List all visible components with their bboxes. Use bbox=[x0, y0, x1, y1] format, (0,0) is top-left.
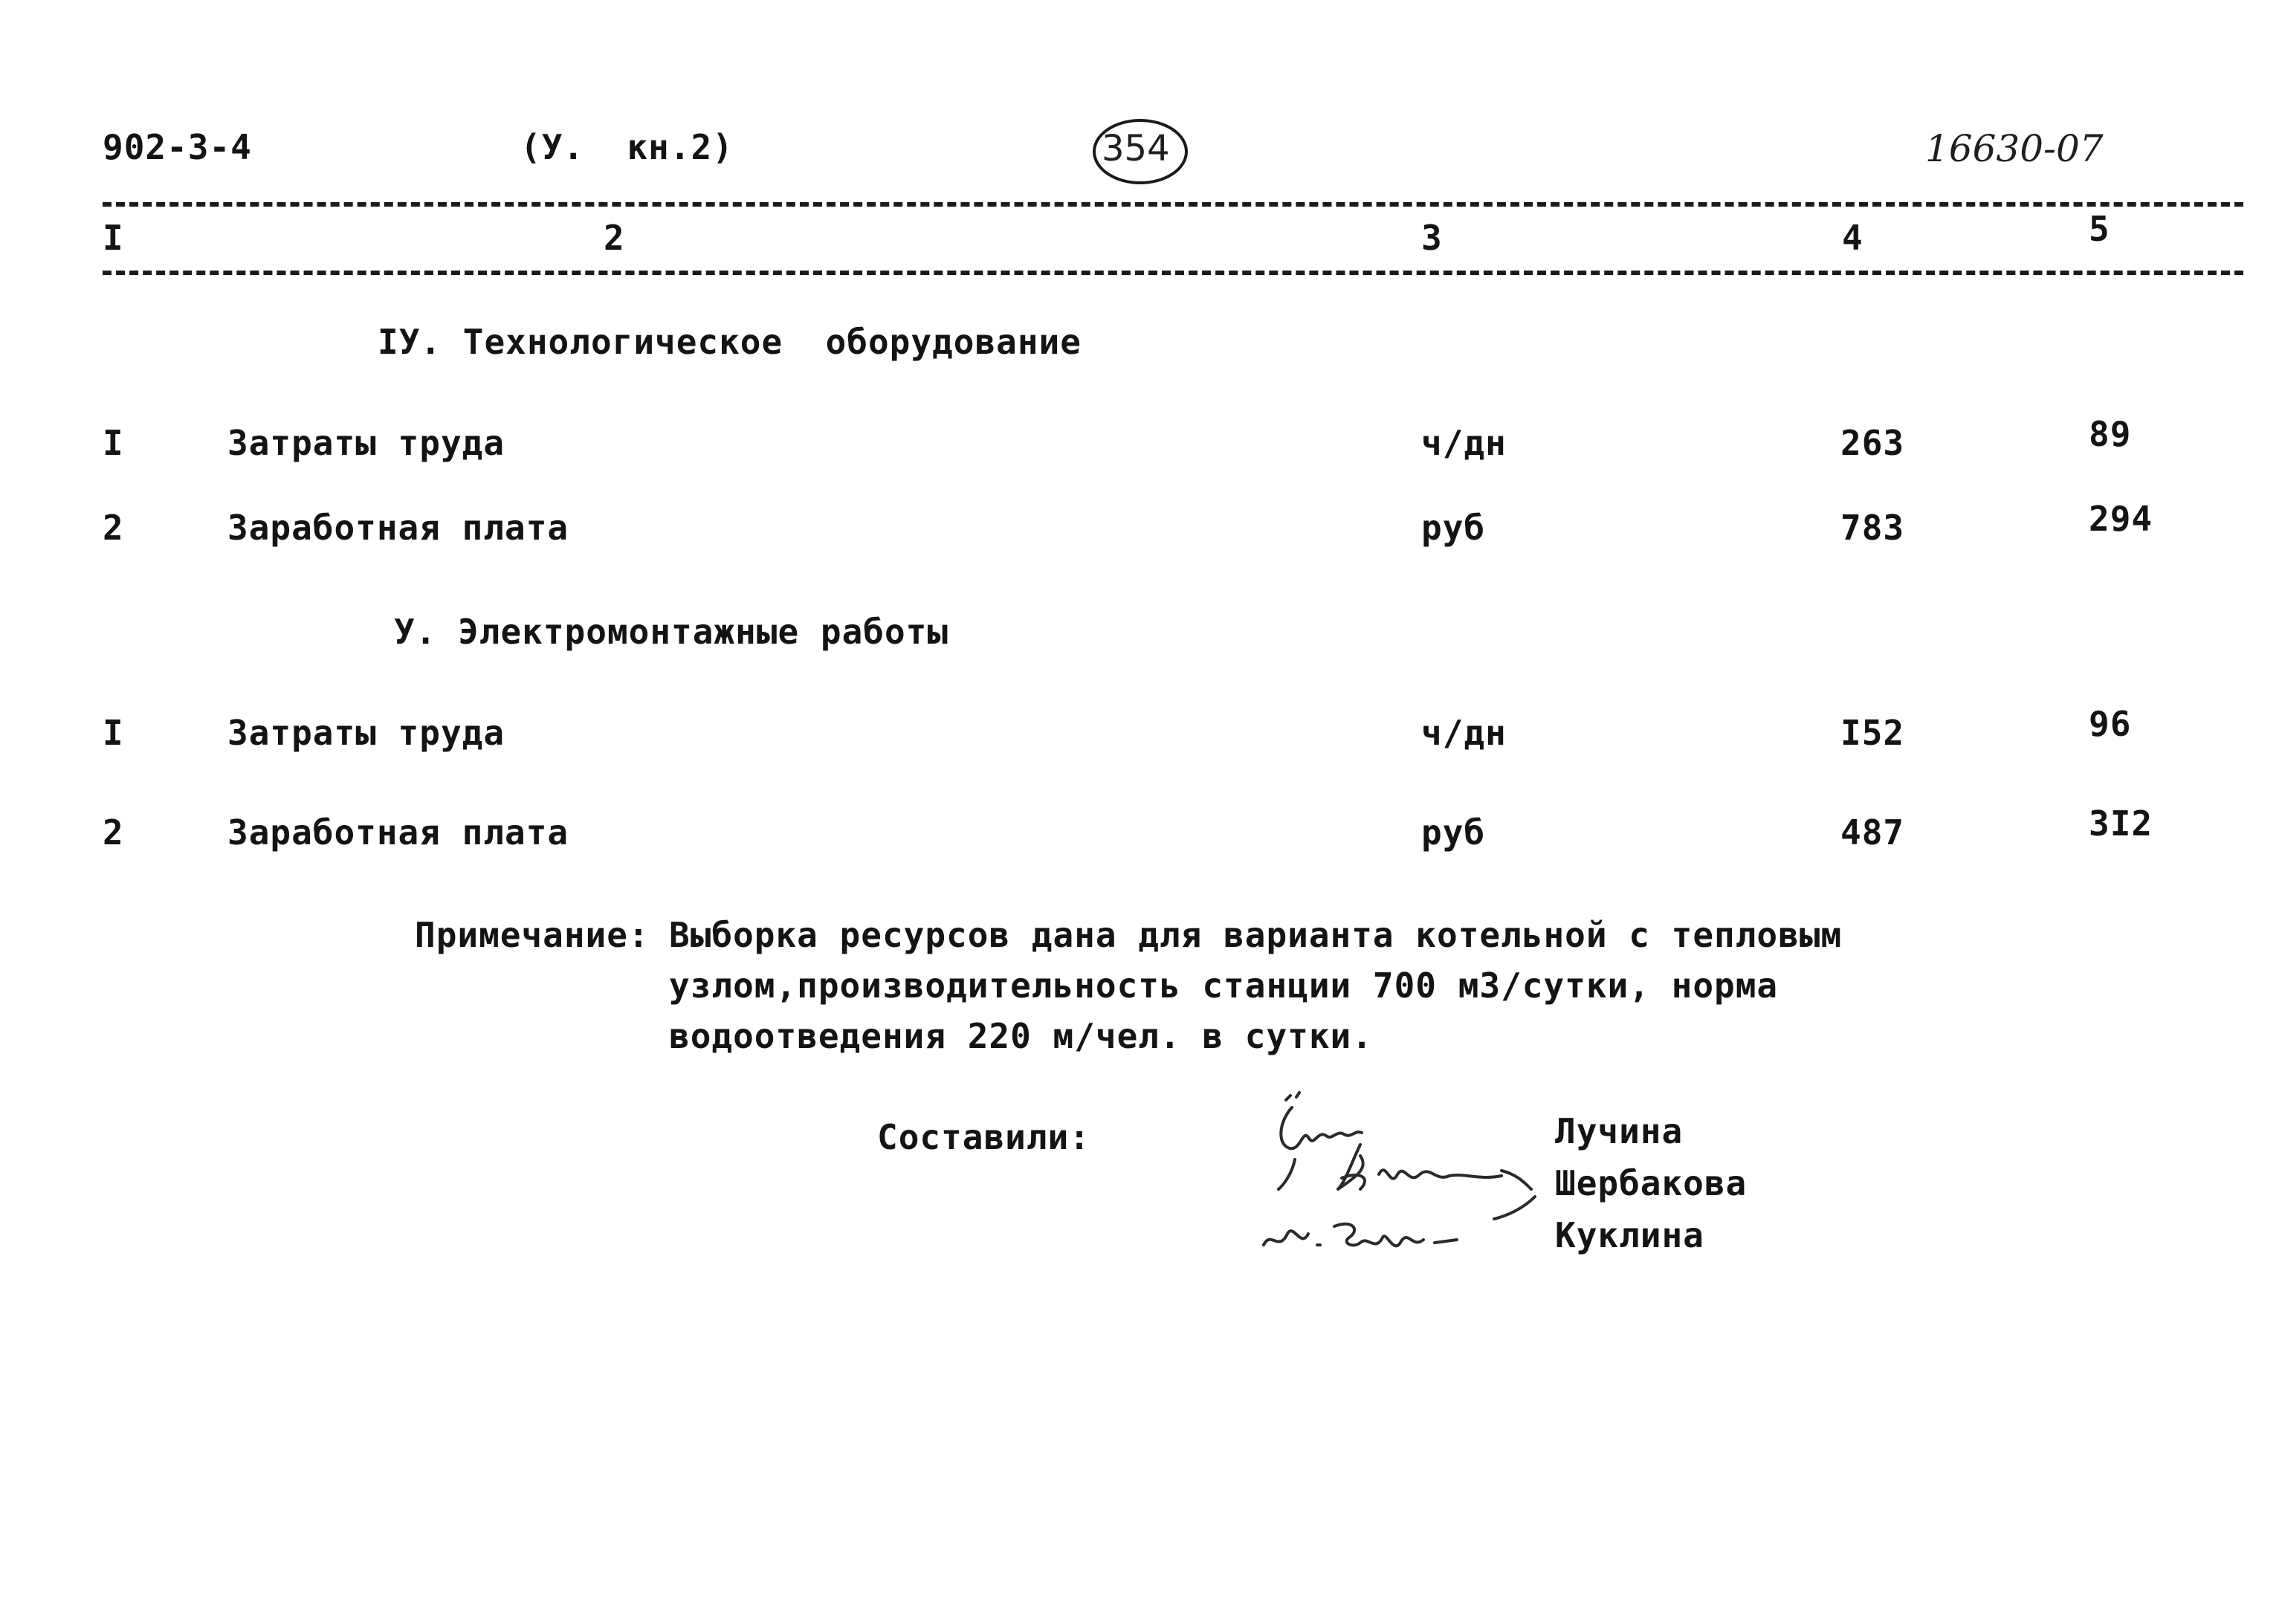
row-name: Затраты труда bbox=[227, 713, 505, 753]
row-value-col5: 96 bbox=[2089, 704, 2132, 744]
column-header-1: I bbox=[103, 218, 124, 258]
header-rule-bottom bbox=[103, 271, 2243, 275]
row-value-col5: 89 bbox=[2089, 414, 2132, 454]
row-value-col4: 487 bbox=[1840, 812, 1905, 853]
column-header-2: 2 bbox=[604, 218, 625, 258]
row-unit: руб bbox=[1421, 812, 1486, 853]
row-name: Заработная плата bbox=[227, 508, 569, 548]
row-number: 2 bbox=[103, 812, 124, 853]
column-header-3: 3 bbox=[1421, 218, 1443, 258]
header-rule-top bbox=[103, 202, 2243, 207]
row-value-col4: I52 bbox=[1840, 713, 1905, 753]
column-header-4: 4 bbox=[1842, 218, 1864, 258]
compiler-name: Куклина bbox=[1555, 1215, 1704, 1255]
note-line: узлом,производительность станции 700 м3/сутки, норма bbox=[669, 965, 1779, 1006]
row-name: Затраты труда bbox=[227, 423, 505, 463]
compiler-name: Лучина bbox=[1555, 1111, 1684, 1151]
page-number: 354 bbox=[1102, 128, 1170, 169]
column-header-5: 5 bbox=[2089, 209, 2110, 249]
note-line: водоотведения 220 м/чел. в сутки. bbox=[669, 1016, 1373, 1056]
note-line: Выборка ресурсов дана для варианта котельной с тепловым bbox=[669, 915, 1843, 955]
row-value-col5: 3I2 bbox=[2089, 803, 2153, 844]
row-name: Заработная плата bbox=[227, 812, 569, 853]
row-value-col4: 783 bbox=[1840, 508, 1905, 548]
row-value-col5: 294 bbox=[2089, 499, 2153, 539]
row-number: I bbox=[103, 423, 124, 463]
archive-number: 16630-07 bbox=[1925, 127, 2104, 170]
row-unit: ч/дн bbox=[1421, 423, 1507, 463]
note-label: Примечание: bbox=[415, 915, 650, 955]
compiler-name: Шербакова bbox=[1555, 1163, 1748, 1203]
row-unit: ч/дн bbox=[1421, 713, 1507, 753]
row-unit: руб bbox=[1421, 508, 1486, 548]
document-code: 902-3-4 bbox=[103, 127, 252, 167]
section-title: У. Электромонтажные работы bbox=[394, 612, 949, 652]
section-title: IУ. Технологическое оборудование bbox=[378, 322, 1082, 362]
compiled-label: Составили: bbox=[877, 1117, 1090, 1157]
row-value-col4: 263 bbox=[1840, 423, 1905, 463]
handwritten-signatures bbox=[1249, 1078, 1561, 1293]
volume-label: (У. кн.2) bbox=[520, 127, 734, 167]
row-number: I bbox=[103, 713, 124, 753]
row-number: 2 bbox=[103, 508, 124, 548]
